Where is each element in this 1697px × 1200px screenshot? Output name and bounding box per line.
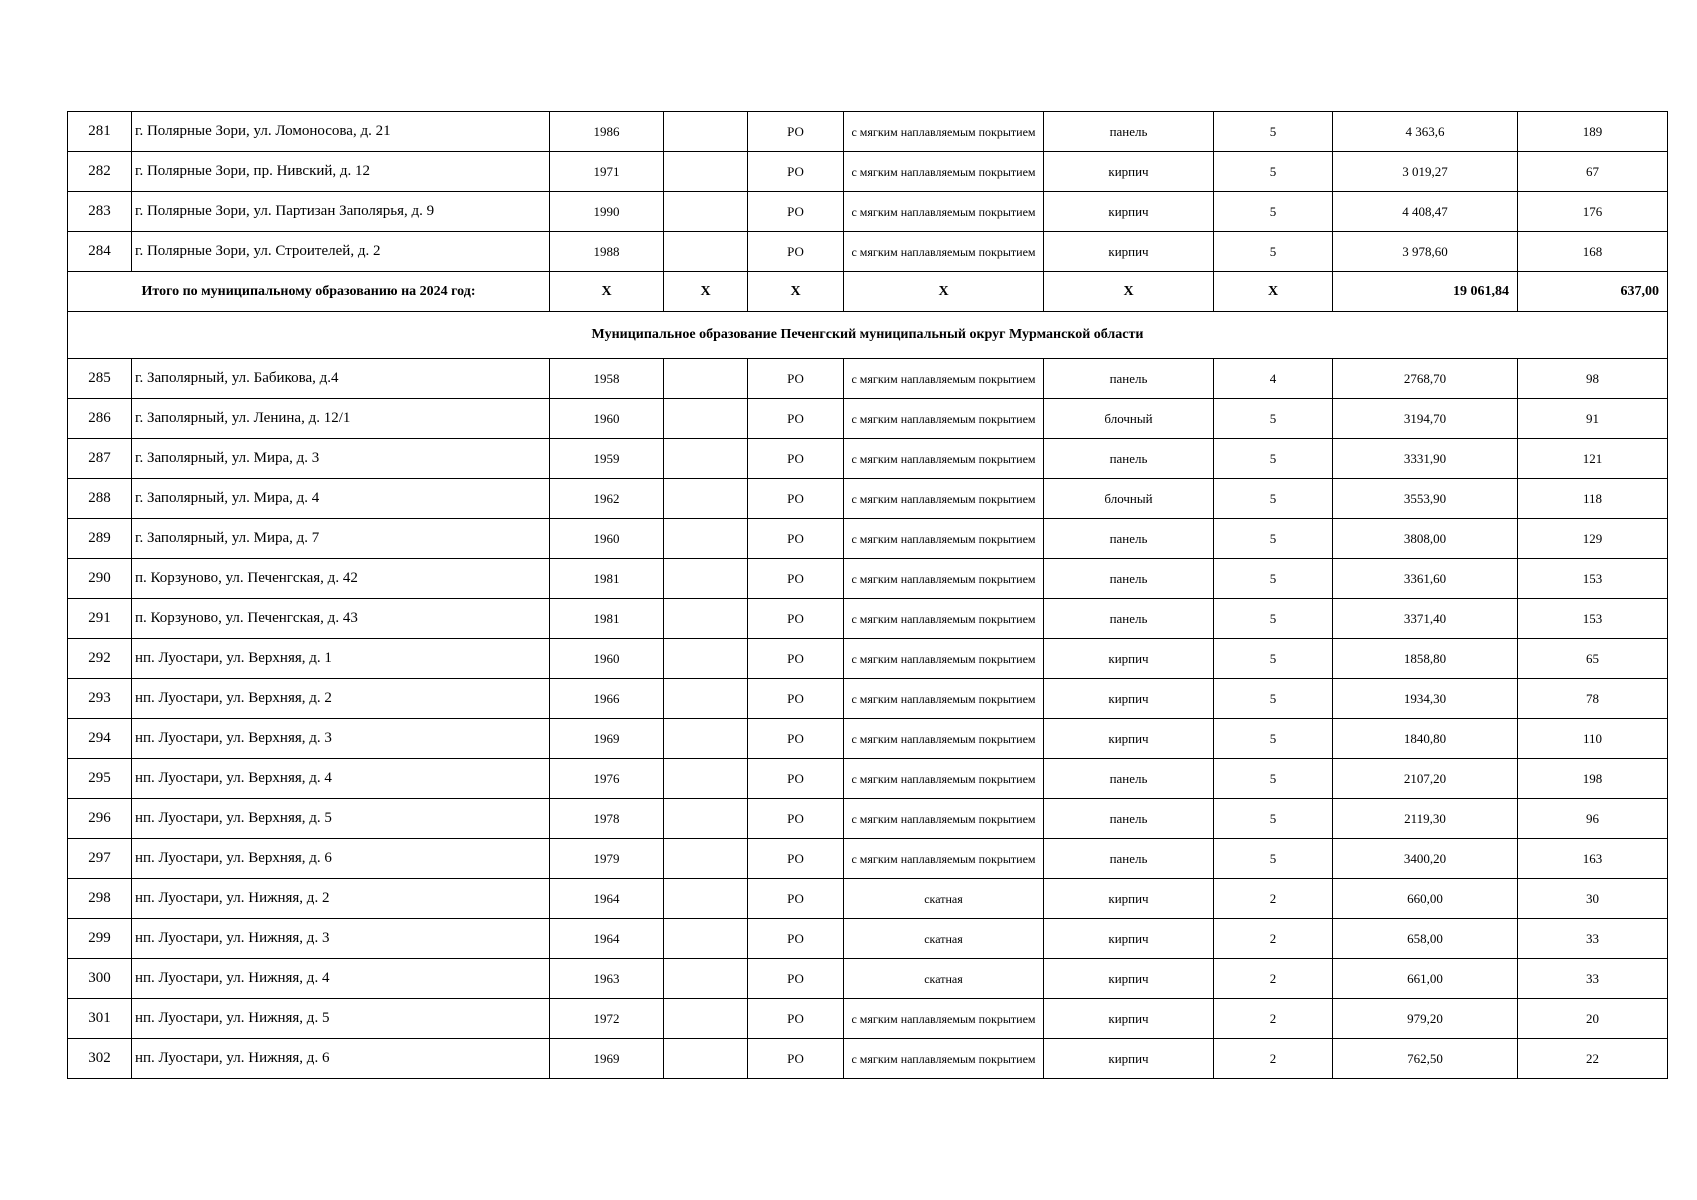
floors-cell: 2 (1214, 959, 1333, 999)
row-number: 289 (68, 519, 132, 559)
row-number: 286 (68, 399, 132, 439)
wall-material-cell: панель (1044, 799, 1214, 839)
table-row (68, 839, 1668, 879)
row-number: 290 (68, 559, 132, 599)
wall-material-cell: кирпич (1044, 152, 1214, 192)
roof-type-cell: с мягким наплавляемым покрытием (844, 359, 1044, 399)
roof-type-cell: с мягким наплавляемым покрытием (844, 679, 1044, 719)
roof-type-cell: с мягким наплавляемым покрытием (844, 192, 1044, 232)
floors-cell: 5 (1214, 639, 1333, 679)
year-cell: 1988 (550, 232, 664, 272)
address-cell: нп. Луостари, ул. Нижняя, д. 5 (132, 999, 550, 1039)
area-cell: 3 019,27 (1333, 152, 1518, 192)
area-cell: 2768,70 (1333, 359, 1518, 399)
table-row (68, 959, 1668, 999)
empty-cell (664, 232, 748, 272)
roof-type-cell: с мягким наплавляемым покрытием (844, 599, 1044, 639)
residents-cell: 30 (1518, 879, 1668, 919)
address-cell: нп. Луостари, ул. Верхняя, д. 6 (132, 839, 550, 879)
residents-cell: 163 (1518, 839, 1668, 879)
area-cell: 762,50 (1333, 1039, 1518, 1079)
residents-cell: 20 (1518, 999, 1668, 1039)
year-cell: 1963 (550, 959, 664, 999)
area-cell: 658,00 (1333, 919, 1518, 959)
wall-material-cell: панель (1044, 439, 1214, 479)
row-number: 302 (68, 1039, 132, 1079)
empty-cell (664, 919, 748, 959)
residents-cell: 110 (1518, 719, 1668, 759)
floors-cell: 5 (1214, 152, 1333, 192)
housing-table (67, 111, 1668, 1079)
address-cell: нп. Луостари, ул. Верхняя, д. 1 (132, 639, 550, 679)
floors-cell: 5 (1214, 719, 1333, 759)
empty-cell (664, 112, 748, 152)
table-row (68, 192, 1668, 232)
empty-cell (664, 439, 748, 479)
ro-cell: РО (748, 192, 844, 232)
roof-type-cell: с мягким наплавляемым покрытием (844, 519, 1044, 559)
roof-type-cell: скатная (844, 959, 1044, 999)
row-number: 301 (68, 999, 132, 1039)
ro-cell: РО (748, 879, 844, 919)
area-cell: 1840,80 (1333, 719, 1518, 759)
table-row (68, 439, 1668, 479)
empty-cell (664, 359, 748, 399)
total-group (68, 272, 1668, 359)
wall-material-cell: кирпич (1044, 959, 1214, 999)
empty-cell (664, 839, 748, 879)
ro-cell: РО (748, 559, 844, 599)
row-number: 297 (68, 839, 132, 879)
floors-cell: 4 (1214, 359, 1333, 399)
row-number: 282 (68, 152, 132, 192)
ro-cell: РО (748, 152, 844, 192)
residents-cell: 198 (1518, 759, 1668, 799)
floors-cell: 5 (1214, 679, 1333, 719)
ro-cell: РО (748, 839, 844, 879)
empty-cell (664, 192, 748, 232)
residents-cell: 189 (1518, 112, 1668, 152)
total-area: 19 061,84 (1333, 272, 1518, 312)
row-number: 295 (68, 759, 132, 799)
ro-cell: РО (748, 759, 844, 799)
ro-cell: РО (748, 719, 844, 759)
table-row (68, 112, 1668, 152)
row-number: 283 (68, 192, 132, 232)
table-row (68, 479, 1668, 519)
area-cell: 1934,30 (1333, 679, 1518, 719)
empty-cell (664, 559, 748, 599)
row-number: 299 (68, 919, 132, 959)
ro-cell: РО (748, 799, 844, 839)
row-number: 287 (68, 439, 132, 479)
address-cell: нп. Луостари, ул. Верхняя, д. 5 (132, 799, 550, 839)
floors-cell: 5 (1214, 839, 1333, 879)
floors-cell: 5 (1214, 799, 1333, 839)
section-title: Муниципальное образование Печенгский муниципальный округ Мурманской области (68, 312, 1668, 359)
year-cell: 1971 (550, 152, 664, 192)
wall-material-cell: кирпич (1044, 879, 1214, 919)
wall-material-cell: панель (1044, 519, 1214, 559)
row-number: 293 (68, 679, 132, 719)
year-cell: 1976 (550, 759, 664, 799)
wall-material-cell: панель (1044, 759, 1214, 799)
address-cell: г. Полярные Зори, ул. Строителей, д. 2 (132, 232, 550, 272)
empty-cell (664, 799, 748, 839)
year-cell: 1978 (550, 799, 664, 839)
residents-cell: 33 (1518, 959, 1668, 999)
address-cell: г. Заполярный, ул. Мира, д. 7 (132, 519, 550, 559)
floors-cell: 2 (1214, 1039, 1333, 1079)
roof-type-cell: с мягким наплавляемым покрытием (844, 232, 1044, 272)
ro-cell: РО (748, 599, 844, 639)
wall-material-cell: кирпич (1044, 919, 1214, 959)
area-cell: 3371,40 (1333, 599, 1518, 639)
roof-type-cell: с мягким наплавляемым покрытием (844, 759, 1044, 799)
residents-cell: 98 (1518, 359, 1668, 399)
table-row (68, 879, 1668, 919)
year-cell: 1959 (550, 439, 664, 479)
roof-type-cell: скатная (844, 879, 1044, 919)
floors-cell: 5 (1214, 399, 1333, 439)
year-cell: 1960 (550, 399, 664, 439)
year-cell: 1981 (550, 599, 664, 639)
roof-type-cell: скатная (844, 919, 1044, 959)
residents-cell: 168 (1518, 232, 1668, 272)
residents-cell: 153 (1518, 599, 1668, 639)
table-row (68, 719, 1668, 759)
floors-cell: 5 (1214, 232, 1333, 272)
total-row (68, 272, 1668, 312)
row-number: 288 (68, 479, 132, 519)
total-x-mark: X (844, 272, 1044, 312)
area-cell: 3331,90 (1333, 439, 1518, 479)
floors-cell: 5 (1214, 519, 1333, 559)
address-cell: нп. Луостари, ул. Нижняя, д. 6 (132, 1039, 550, 1079)
rows-group-b (68, 359, 1668, 1079)
row-number: 294 (68, 719, 132, 759)
wall-material-cell: блочный (1044, 479, 1214, 519)
wall-material-cell: кирпич (1044, 679, 1214, 719)
wall-material-cell: кирпич (1044, 192, 1214, 232)
address-cell: нп. Луостари, ул. Нижняя, д. 3 (132, 919, 550, 959)
wall-material-cell: панель (1044, 599, 1214, 639)
ro-cell: РО (748, 919, 844, 959)
address-cell: нп. Луостари, ул. Верхняя, д. 4 (132, 759, 550, 799)
area-cell: 660,00 (1333, 879, 1518, 919)
empty-cell (664, 679, 748, 719)
empty-cell (664, 1039, 748, 1079)
ro-cell: РО (748, 359, 844, 399)
residents-cell: 78 (1518, 679, 1668, 719)
residents-cell: 118 (1518, 479, 1668, 519)
rows-group-a (68, 112, 1668, 272)
area-cell: 661,00 (1333, 959, 1518, 999)
row-number: 284 (68, 232, 132, 272)
residents-cell: 22 (1518, 1039, 1668, 1079)
residents-cell: 176 (1518, 192, 1668, 232)
year-cell: 1972 (550, 999, 664, 1039)
residents-cell: 96 (1518, 799, 1668, 839)
residents-cell: 67 (1518, 152, 1668, 192)
ro-cell: РО (748, 1039, 844, 1079)
table-row (68, 679, 1668, 719)
empty-cell (664, 599, 748, 639)
residents-cell: 153 (1518, 559, 1668, 599)
area-cell: 3553,90 (1333, 479, 1518, 519)
table-row (68, 1039, 1668, 1079)
year-cell: 1986 (550, 112, 664, 152)
wall-material-cell: панель (1044, 359, 1214, 399)
address-cell: нп. Луостари, ул. Нижняя, д. 2 (132, 879, 550, 919)
area-cell: 3 978,60 (1333, 232, 1518, 272)
year-cell: 1990 (550, 192, 664, 232)
wall-material-cell: панель (1044, 839, 1214, 879)
roof-type-cell: с мягким наплавляемым покрытием (844, 112, 1044, 152)
wall-material-cell: кирпич (1044, 639, 1214, 679)
floors-cell: 5 (1214, 112, 1333, 152)
empty-cell (664, 479, 748, 519)
ro-cell: РО (748, 999, 844, 1039)
empty-cell (664, 152, 748, 192)
empty-cell (664, 999, 748, 1039)
residents-cell: 129 (1518, 519, 1668, 559)
wall-material-cell: кирпич (1044, 999, 1214, 1039)
year-cell: 1966 (550, 679, 664, 719)
total-x-mark: X (748, 272, 844, 312)
address-cell: нп. Луостари, ул. Нижняя, д. 4 (132, 959, 550, 999)
roof-type-cell: с мягким наплавляемым покрытием (844, 439, 1044, 479)
year-cell: 1960 (550, 639, 664, 679)
wall-material-cell: кирпич (1044, 1039, 1214, 1079)
area-cell: 4 408,47 (1333, 192, 1518, 232)
area-cell: 2107,20 (1333, 759, 1518, 799)
ro-cell: РО (748, 519, 844, 559)
ro-cell: РО (748, 439, 844, 479)
floors-cell: 2 (1214, 879, 1333, 919)
floors-cell: 5 (1214, 759, 1333, 799)
ro-cell: РО (748, 959, 844, 999)
ro-cell: РО (748, 112, 844, 152)
area-cell: 3400,20 (1333, 839, 1518, 879)
address-cell: нп. Луостари, ул. Верхняя, д. 2 (132, 679, 550, 719)
year-cell: 1979 (550, 839, 664, 879)
ro-cell: РО (748, 232, 844, 272)
address-cell: п. Корзуново, ул. Печенгская, д. 43 (132, 599, 550, 639)
address-cell: г. Полярные Зори, ул. Партизан Заполярья, д. 9 (132, 192, 550, 232)
table-row (68, 799, 1668, 839)
area-cell: 3808,00 (1333, 519, 1518, 559)
residents-cell: 65 (1518, 639, 1668, 679)
ro-cell: РО (748, 479, 844, 519)
row-number: 292 (68, 639, 132, 679)
roof-type-cell: с мягким наплавляемым покрытием (844, 399, 1044, 439)
address-cell: г. Заполярный, ул. Мира, д. 3 (132, 439, 550, 479)
wall-material-cell: панель (1044, 559, 1214, 599)
roof-type-cell: с мягким наплавляемым покрытием (844, 152, 1044, 192)
table-row (68, 519, 1668, 559)
wall-material-cell: кирпич (1044, 719, 1214, 759)
floors-cell: 2 (1214, 999, 1333, 1039)
table-row (68, 759, 1668, 799)
row-number: 296 (68, 799, 132, 839)
roof-type-cell: с мягким наплавляемым покрытием (844, 639, 1044, 679)
total-residents: 637,00 (1518, 272, 1668, 312)
table-row (68, 152, 1668, 192)
area-cell: 1858,80 (1333, 639, 1518, 679)
area-cell: 4 363,6 (1333, 112, 1518, 152)
address-cell: г. Заполярный, ул. Ленина, д. 12/1 (132, 399, 550, 439)
roof-type-cell: с мягким наплавляемым покрытием (844, 559, 1044, 599)
roof-type-cell: с мягким наплавляемым покрытием (844, 799, 1044, 839)
residents-cell: 121 (1518, 439, 1668, 479)
year-cell: 1958 (550, 359, 664, 399)
year-cell: 1969 (550, 719, 664, 759)
address-cell: г. Заполярный, ул. Мира, д. 4 (132, 479, 550, 519)
roof-type-cell: с мягким наплавляемым покрытием (844, 479, 1044, 519)
address-cell: г. Полярные Зори, ул. Ломоносова, д. 21 (132, 112, 550, 152)
empty-cell (664, 879, 748, 919)
wall-material-cell: панель (1044, 112, 1214, 152)
address-cell: нп. Луостари, ул. Верхняя, д. 3 (132, 719, 550, 759)
year-cell: 1969 (550, 1039, 664, 1079)
row-number: 300 (68, 959, 132, 999)
year-cell: 1964 (550, 879, 664, 919)
address-cell: г. Заполярный, ул. Бабикова, д.4 (132, 359, 550, 399)
year-cell: 1960 (550, 519, 664, 559)
empty-cell (664, 399, 748, 439)
section-header-row (68, 312, 1668, 359)
empty-cell (664, 639, 748, 679)
table-row (68, 599, 1668, 639)
total-label: Итого по муниципальному образованию на 2024 год: (68, 272, 550, 312)
wall-material-cell: кирпич (1044, 232, 1214, 272)
floors-cell: 5 (1214, 479, 1333, 519)
table-row (68, 399, 1668, 439)
empty-cell (664, 959, 748, 999)
total-x-mark: X (1214, 272, 1333, 312)
row-number: 285 (68, 359, 132, 399)
area-cell: 3361,60 (1333, 559, 1518, 599)
table-row (68, 559, 1668, 599)
table-row (68, 999, 1668, 1039)
year-cell: 1981 (550, 559, 664, 599)
residents-cell: 33 (1518, 919, 1668, 959)
area-cell: 979,20 (1333, 999, 1518, 1039)
address-cell: п. Корзуново, ул. Печенгская, д. 42 (132, 559, 550, 599)
empty-cell (664, 719, 748, 759)
table-row (68, 639, 1668, 679)
roof-type-cell: с мягким наплавляемым покрытием (844, 839, 1044, 879)
area-cell: 2119,30 (1333, 799, 1518, 839)
floors-cell: 5 (1214, 599, 1333, 639)
row-number: 281 (68, 112, 132, 152)
floors-cell: 5 (1214, 192, 1333, 232)
wall-material-cell: блочный (1044, 399, 1214, 439)
year-cell: 1964 (550, 919, 664, 959)
empty-cell (664, 759, 748, 799)
total-x-mark: X (1044, 272, 1214, 312)
ro-cell: РО (748, 399, 844, 439)
table-row (68, 232, 1668, 272)
table-row (68, 919, 1668, 959)
floors-cell: 5 (1214, 559, 1333, 599)
ro-cell: РО (748, 679, 844, 719)
row-number: 291 (68, 599, 132, 639)
residents-cell: 91 (1518, 399, 1668, 439)
floors-cell: 5 (1214, 439, 1333, 479)
total-x-mark: X (550, 272, 664, 312)
ro-cell: РО (748, 639, 844, 679)
roof-type-cell: с мягким наплавляемым покрытием (844, 719, 1044, 759)
table-row (68, 359, 1668, 399)
area-cell: 3194,70 (1333, 399, 1518, 439)
floors-cell: 2 (1214, 919, 1333, 959)
row-number: 298 (68, 879, 132, 919)
total-x-mark: X (664, 272, 748, 312)
roof-type-cell: с мягким наплавляемым покрытием (844, 999, 1044, 1039)
year-cell: 1962 (550, 479, 664, 519)
address-cell: г. Полярные Зори, пр. Нивский, д. 12 (132, 152, 550, 192)
empty-cell (664, 519, 748, 559)
roof-type-cell: с мягким наплавляемым покрытием (844, 1039, 1044, 1079)
